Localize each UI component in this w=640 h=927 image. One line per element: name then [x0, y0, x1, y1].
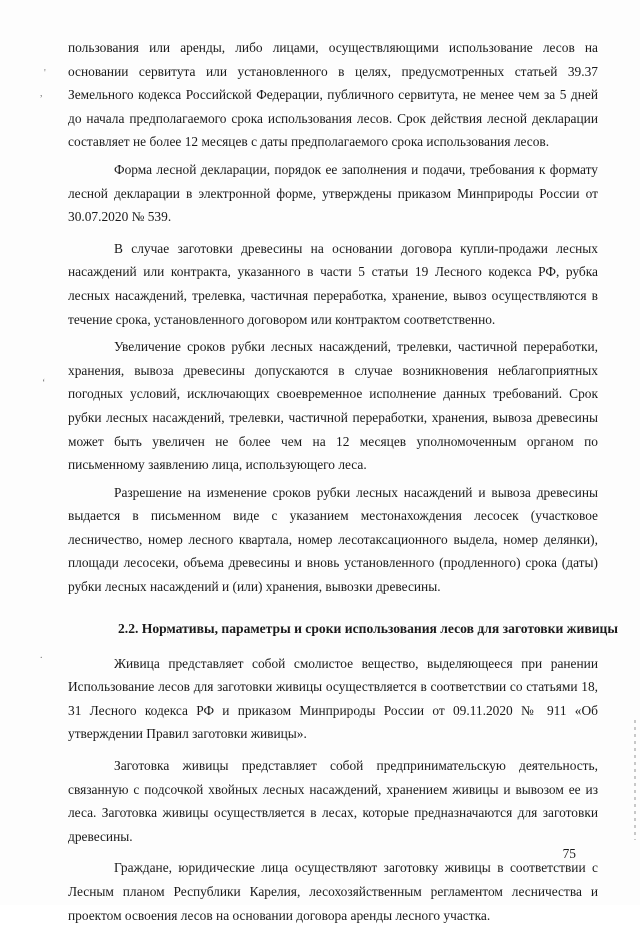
paragraph-resin-definition: Живица представляет собой смолистое вещество, выделяющееся при ранении Использование лесов для заготовки живицы осуществляется в соответствии со статьями 18, 31 Лесного кодекса РФ и приказом Минприроды России от 09.11.2020 № 911 «Об утверждении Правил заготовки живицы».: [68, 655, 598, 742]
paragraph-resin-legal-basis: Граждане, юридические лица осуществляют заготовку живицы в соответствии с Лесным планом Республики Карелия, лесохозяйственным регламентом лесничества и проектом освоения лесов на основании договора аренды лесного участка.: [68, 860, 598, 923]
scan-margin-mark: ': [44, 68, 46, 79]
paragraph-change-permit: Разрешение на изменение сроков рубки лесных насаждений и вывоза древесины выдается в письменном виде с указанием местонахождения лесосек (участковое лесничество, номер лесного квартала, номер лесотаксационного выдела, номер делянки), площади лесосеки, объема древесины и вновь установленного (продленного) срока (даты) рубки лесных насаждений и (или) хранения, вывозки древесины.: [68, 484, 598, 595]
paragraph-declaration-form: Форма лесной декларации, порядок ее заполнения и подачи, требования к формату лесной декларации в электронной форме, утверждены приказом Минприроды России от 30.07.2020 № 539.: [68, 161, 598, 225]
document-body: [68, 36, 618, 927]
scan-margin-mark: ,: [40, 88, 43, 99]
paragraph-declaration-terms: пользования или аренды, либо лицами, осуществляющими использование лесов на основании сервитута или установленного в целях, предусмотренных статьей 39.37 Земельного кодекса Российской Федерации, публичного сервитута, не менее чем за 5 дней до начала предполагаемого срока использования лесов. Срок действия лесной декларации составляет не более 12 месяцев с даты предполагаемого срока использования лесов.: [68, 40, 598, 150]
page-number: 75: [562, 846, 576, 861]
scan-margin-mark: .: [40, 650, 43, 661]
paragraph-resin-activity: Заготовка живицы представляет собой предпринимательскую деятельность, связанную с подсочкой хвойных лесных насаждений, хранением живицы и вывозом ее из леса. Заготовка живицы осуществляется в лесах, которые предназначаются для заготовки древесины.: [68, 758, 598, 844]
scan-edge-artifact: [634, 720, 636, 840]
scan-margin-mark: ‘: [42, 378, 46, 389]
paragraph-timber-harvest-terms: В случае заготовки древесины на основании договора купли-продажи лесных насаждений или контракта, указанного в части 5 статьи 19 Лесного кодекса РФ, рубка лесных насаждений, трелевка, частичная переработка, хранение, вывоз осуществляются в течение срока, установленного договором или контрактом соответственно.: [68, 240, 598, 327]
section-heading: 2.2. Нормативы, параметры и сроки использования лесов для заготовки живицы: [118, 620, 618, 636]
paragraph-term-extension: Увеличение сроков рубки лесных насаждений, трелевки, частичной переработки, хранения, вывоза древесины допускаются в случае возникновения неблагоприятных погодных условий, исключающих своевременное исполнение данных требований. Срок рубки лесных насаждений, трелевки, частичной переработки, хранения, вывоза древесины может быть увеличен не более чем на 12 месяцев уполномоченным органом по письменному заявлению лица, использующего леса.: [68, 339, 598, 473]
